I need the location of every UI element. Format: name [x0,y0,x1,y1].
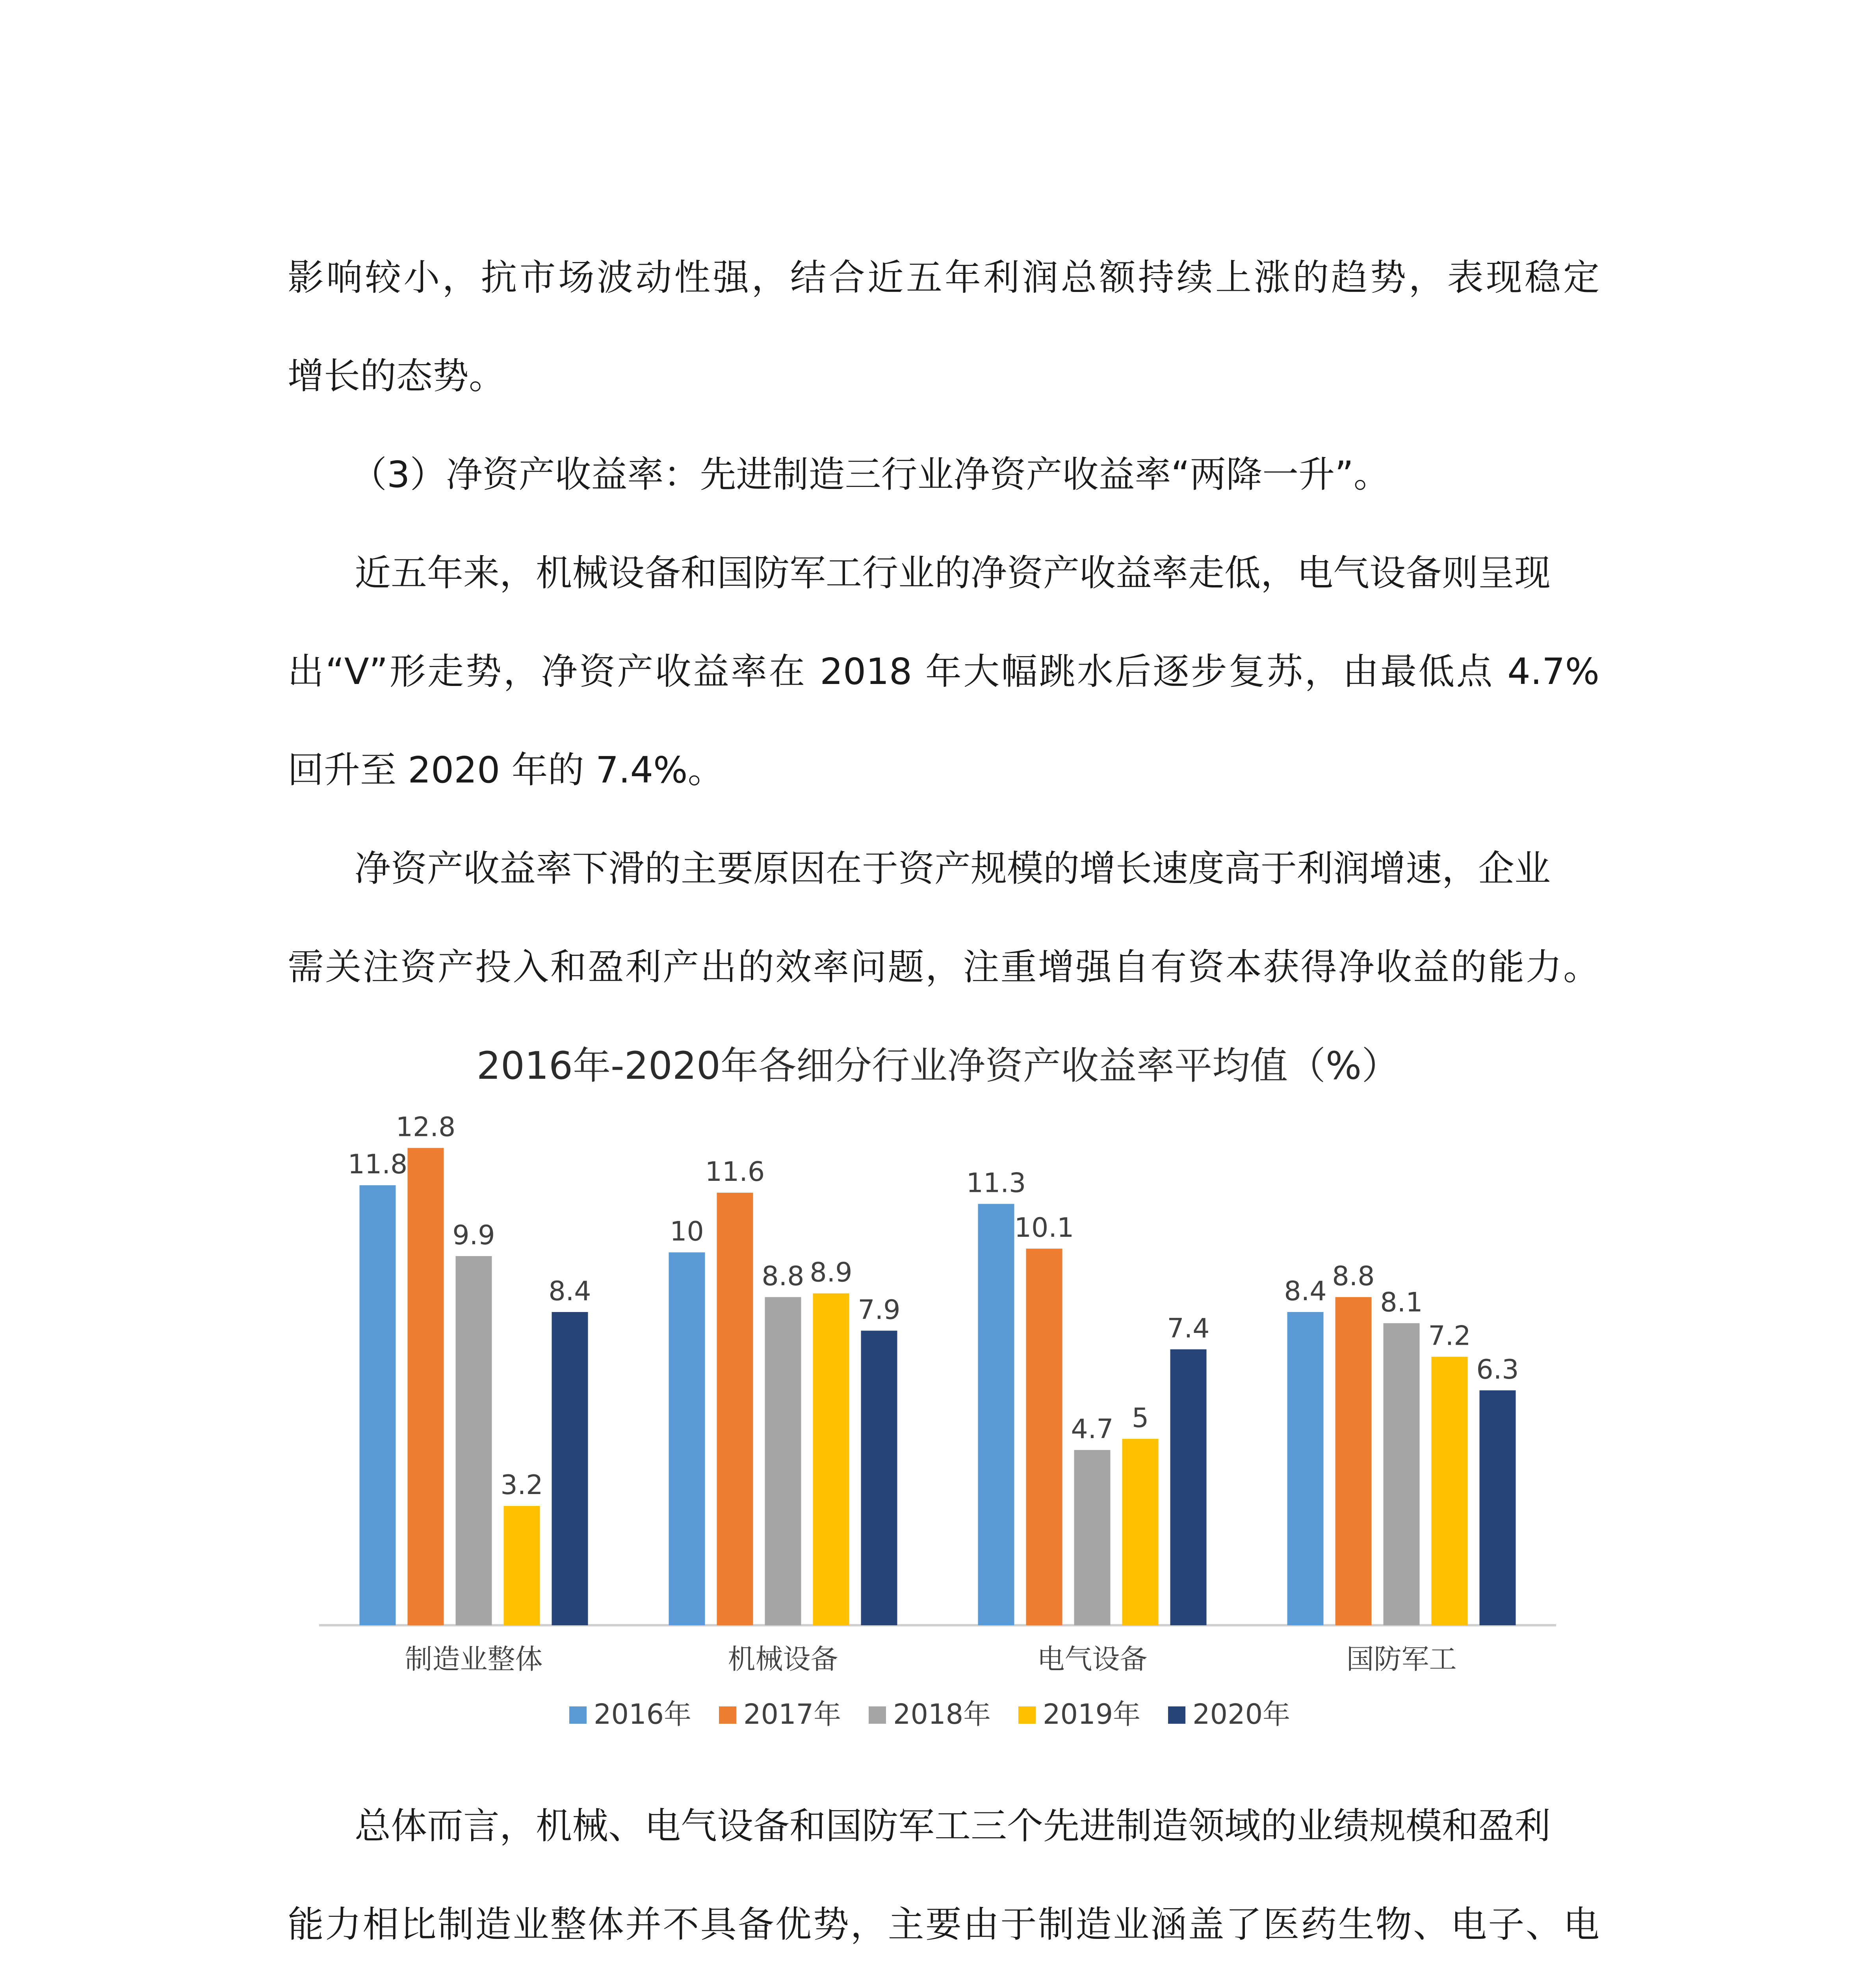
data-label-1-2: 8.8 [762,1261,804,1292]
bar-0-2 [456,1256,492,1625]
data-label-2-1: 10.1 [1014,1212,1074,1244]
bar-0-3 [504,1506,540,1625]
paragraph-4-line-1: 净资产收益率下滑的主要原因在于资产规模的增长速度高于利润增速，企业 [355,847,1551,890]
legend-label-1: 2017年 [743,1698,841,1730]
legend-label-0: 2016年 [594,1698,692,1730]
data-label-1-3: 8.9 [810,1257,853,1288]
paragraph-1-line-1: 影响较小，抗市场波动性强，结合近五年利润总额持续上涨的趋势，表现稳定 [288,256,1599,299]
legend-swatch-2 [869,1706,886,1724]
bar-2-1 [1026,1249,1062,1625]
paragraph-3-line-1: 近五年来，机械设备和国防军工行业的净资产收益率走低，电气设备则呈现 [355,552,1551,594]
data-label-2-2: 4.7 [1071,1414,1114,1445]
data-label-1-0: 10 [670,1216,704,1247]
data-label-3-4: 6.3 [1476,1354,1519,1385]
data-label-2-0: 11.3 [966,1167,1026,1199]
category-label-3: 国防军工 [1346,1643,1457,1675]
bar-1-1 [717,1193,753,1625]
data-label-2-3: 5 [1131,1402,1149,1434]
paragraph-3-line-2: 出“V”形走势，净资产收益率在 2018 年大幅跳水后逐步复苏，由最低点 4.7% [288,650,1599,693]
data-label-3-2: 8.1 [1380,1287,1423,1318]
data-label-1-1: 11.6 [705,1156,765,1188]
bar-0-4 [552,1312,588,1625]
data-label-1-4: 7.9 [858,1294,901,1326]
bar-2-3 [1122,1439,1159,1625]
legend-swatch-3 [1018,1706,1036,1724]
legend-swatch-1 [719,1706,736,1724]
data-label-0-0: 11.8 [347,1149,408,1180]
chart-title: 2016年-2020年各细分行业净资产收益率平均值（%） [476,1044,1400,1088]
paragraph-4-line-2: 需关注资产投入和盈利产出的效率问题，注重增强自有资本获得净收益的能力。 [288,946,1599,988]
paragraph-5-line-2: 能力相比制造业整体并不具备优势，主要由于制造业涵盖了医药生物、电子、电 [288,1903,1599,1946]
paragraph-3-line-3: 回升至 2020 年的 7.4%。 [288,749,724,791]
legend-label-2: 2018年 [893,1698,991,1730]
bar-0-0 [360,1185,396,1625]
legend-label-4: 2020年 [1192,1698,1291,1730]
bar-1-0 [669,1253,705,1625]
bar-2-0 [978,1204,1014,1625]
data-label-3-0: 8.4 [1284,1276,1327,1307]
legend-swatch-0 [569,1706,587,1724]
bar-3-1 [1335,1297,1372,1625]
bar-1-2 [765,1297,801,1625]
legend-swatch-4 [1168,1706,1185,1724]
bar-2-4 [1170,1349,1207,1625]
data-label-0-2: 9.9 [452,1220,495,1251]
data-label-3-3: 7.2 [1428,1320,1471,1352]
data-label-3-1: 8.8 [1332,1261,1375,1292]
bar-3-2 [1384,1323,1420,1625]
bar-0-1 [408,1148,444,1625]
bar-1-4 [861,1331,897,1625]
paragraph-5-line-1: 总体而言，机械、电气设备和国防军工三个先进制造领域的业绩规模和盈利 [355,1805,1551,1847]
roe-bar-chart [307,1103,1580,1781]
data-label-2-4: 7.4 [1167,1313,1210,1344]
bar-3-4 [1480,1390,1516,1625]
bar-3-3 [1432,1357,1468,1625]
category-label-2: 电气设备 [1037,1643,1148,1675]
legend-label-3: 2019年 [1043,1698,1141,1730]
category-label-0: 制造业整体 [405,1643,543,1675]
paragraph-1-line-2: 增长的态势。 [288,355,505,397]
data-label-0-3: 3.2 [500,1470,543,1501]
category-label-1: 机械设备 [728,1643,838,1675]
bar-1-3 [813,1294,849,1625]
section-heading-roe: （3）净资产收益率：先进制造三行业净资产收益率“两降一升”。 [351,453,1390,496]
data-label-0-1: 12.8 [396,1111,456,1143]
data-label-0-4: 8.4 [548,1276,591,1307]
bar-3-0 [1287,1312,1324,1625]
bar-2-2 [1074,1450,1111,1625]
